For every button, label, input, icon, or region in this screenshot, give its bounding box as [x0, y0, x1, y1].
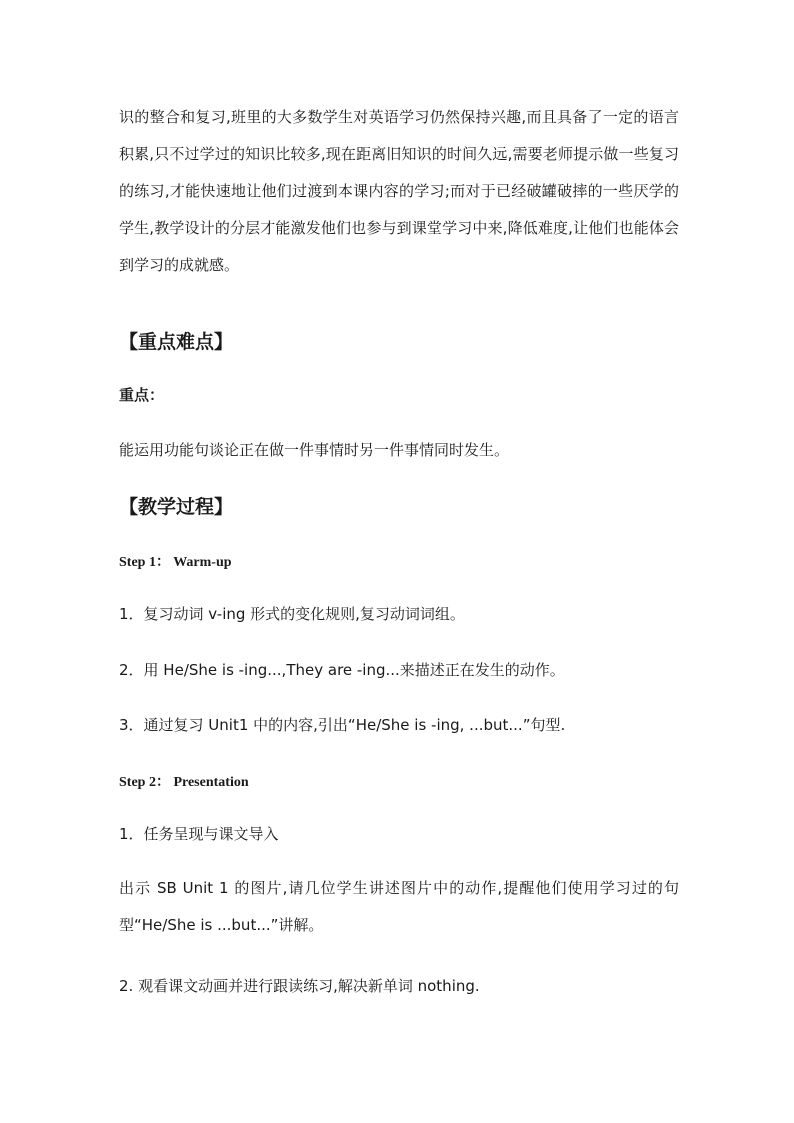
step1-item-2: 2．用 He/She is -ing...,They are -ing...来描述正在发生的动作。 [119, 661, 565, 679]
step2-title: Step 2： Presentation [119, 775, 249, 790]
step1-item-1: 1．复习动词 v-ing 形式的变化规则,复习动词词组。 [119, 605, 465, 623]
step1-item-3: 3．通过复习 Unit1 中的内容,引出“He/She is -ing, ...but...”句型. [119, 716, 566, 734]
teaching-process-heading: 【教学过程】 [119, 496, 234, 518]
key-points-content: 能运用功能句谈论正在做一件事情时另一件事情同时发生。 [119, 441, 510, 459]
step2-item-1-detail: 出示 SB Unit 1 的图片,请几位学生讲述图片中的动作,提醒他们使用学习过的句型“He/She is ...but...”讲解。 [119, 879, 679, 934]
intro-paragraph: 识的整合和复习,班里的大多数学生对英语学习仍然保持兴趣,而且具备了一定的语言积累,只不过学过的知识比较多,现在距离旧知识的时间久远,需要老师提示做一些复习的练习,才能快速地让他们过渡到本课内容的学习;而对于已经破罐破摔的一些厌学的学生,教学设计的分层才能激发他们也参与到课堂学习中来,降低难度,让他们也能体会到学习的成就感。 [119, 108, 679, 274]
step2-item-1: 1．任务呈现与课文导入 [119, 825, 279, 843]
step1-title: Step 1： Warm-up [119, 555, 232, 570]
key-points-label: 重点： [119, 386, 165, 404]
step2-item-2: 2. 观看课文动画并进行跟读练习,解决新单词 nothing. [119, 977, 480, 995]
key-points-heading: 【重点难点】 [119, 331, 234, 353]
